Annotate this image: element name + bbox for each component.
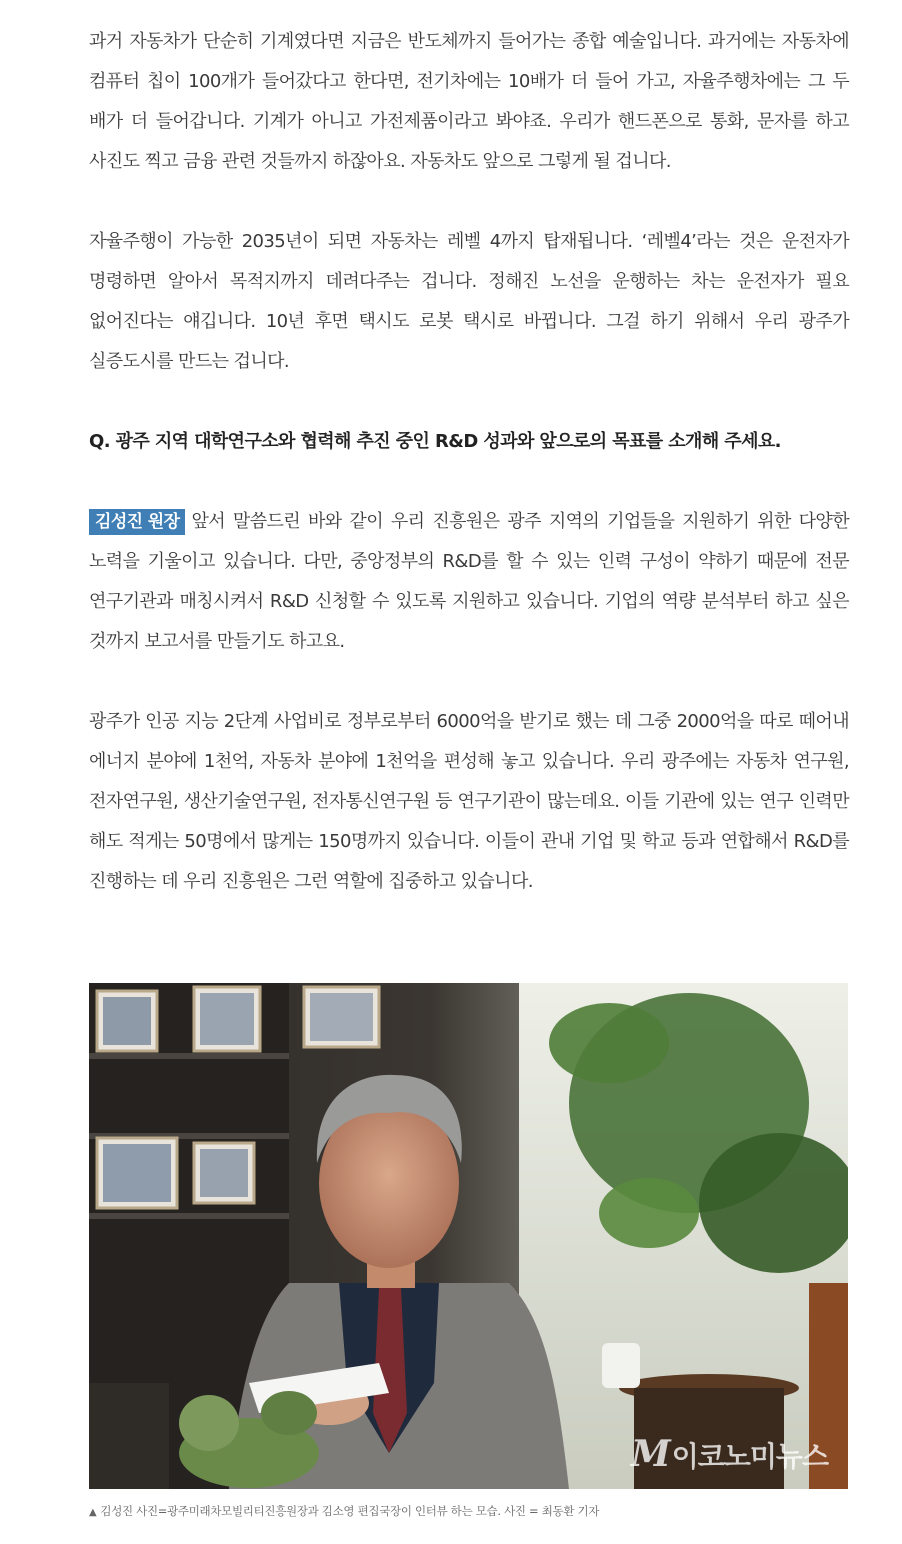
paragraph-gap	[89, 382, 849, 422]
paragraph-gap	[89, 662, 849, 702]
photo-caption	[89, 1502, 849, 1522]
watermark-text: 이코노미뉴스	[671, 1440, 828, 1473]
watermark-m: M	[630, 1433, 670, 1475]
paragraph-budget: 광주가 인공 지능 2단계 사업비로 정부로부터 6000억을 받기로 했는 데 그중 2000억을 따로 떼어내 에너지 분야에 1천억, 자동차 분야에 1천억을 편성해 놓고 있습니다. 우리 광주에는 자동차 연구원, 전자연구원, 생산기술연구원, 전자통신연구원 등 연구기관이 많는데요. 이들 기관에 있는 연구 인력만 해도 적게는 50명에서 많게는 150명까지 있습니다. 이들이 관내 기업 및 학교 등과 연합해서 R&D를 진행하는 데 우리 진흥원은 그런 역할에 집중하고 있습니다.	[89, 711, 849, 892]
caption-marker-icon: ▲	[89, 1507, 97, 1518]
watermark-logo	[631, 1433, 828, 1475]
interview-photo	[89, 983, 848, 1489]
paragraph-gap	[89, 182, 849, 222]
paragraph-intro: 과거 자동차가 단순히 기계였다면 지금은 반도체까지 들어가는 종합 예술입니다. 과거에는 자동차에 컴퓨터 칩이 100개가 들어갔다고 한다면, 전기차에는 10배가 더 들어 가고, 자율주행차에는 그 두 배가 더 들어갑니다. 기계가 아니고 가전제품이라고 봐야죠. 우리가 핸드폰으로 통화, 문자를 하고 사진도 찍고 금융 관련 것들까지 하잖아요. 자동차도 앞으로 그렇게 될 겁니다.	[89, 31, 849, 172]
paragraph-gap	[89, 462, 849, 502]
paragraph-level4: 자율주행이 가능한 2035년이 되면 자동차는 레벨 4까지 탑재됩니다. ‘레벨4’라는 것은 운전자가 명령하면 알아서 목적지까지 데려다주는 겁니다. 정해진 노선을 운행하는 차는 운전자가 필요 없어진다는 얘깁니다. 10년 후면 택시도 로봇 택시로 바뀝니다. 그걸 하기 위해서 우리 광주가 실증도시를 만드는 겁니다.	[89, 231, 849, 372]
speaker-badge: 김성진 원장	[89, 509, 185, 535]
answer-text: 앞서 말씀드린 바와 같이 우리 진흥원은 광주 지역의 기업들을 지원하기 위한 다양한 노력을 기울이고 있습니다. 다만, 중앙정부의 R&D를 할 수 있는 인력 구성이 약하기 때문에 전문 연구기관과 매칭시켜서 R&D 신청할 수 있도록 지원하고 있습니다. 기업의 역량 분석부터 하고 싶은 것까지 보고서를 만들기도 하고요.	[89, 511, 849, 652]
article-body	[89, 22, 849, 902]
answer-paragraph	[89, 502, 849, 662]
interview-question: Q. 광주 지역 대학연구소와 협력해 추진 중인 R&D 성과와 앞으로의 목표를 소개해 주세요.	[89, 431, 781, 452]
caption-text: 김성진 사진=광주미래차모빌리티진흥원장과 김소영 편집국장이 인터뷰 하는 모습. 사진 = 최동환 기자	[100, 1504, 600, 1518]
